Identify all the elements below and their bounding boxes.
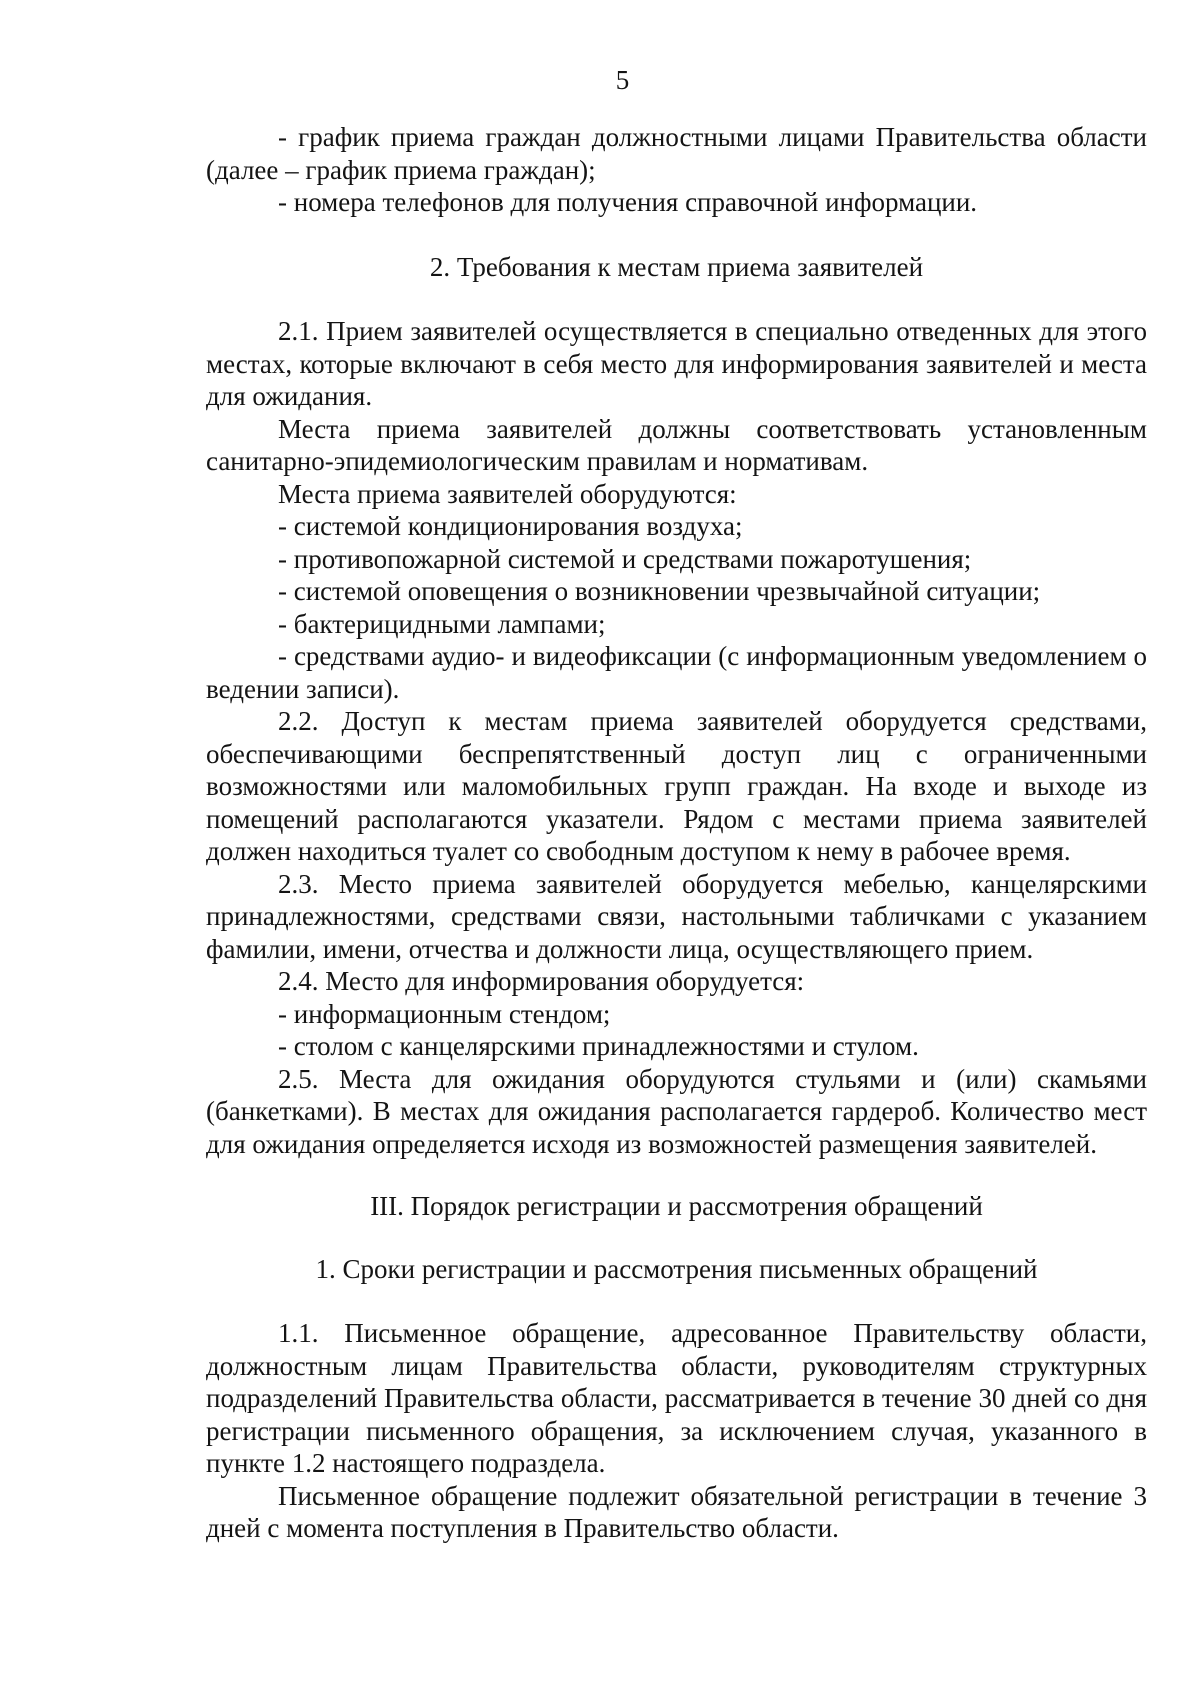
list-item-stand: - информационным стендом; (278, 998, 611, 1029)
paragraph-2-1: 2.1. Прием заявителей осуществляется в специально отведенных для этого местах, которые включают в себя место для информирования заявителей и места для ожидания. (206, 316, 1147, 411)
list-item-lamps: - бактерицидными лампами; (278, 608, 606, 639)
section-heading-2: 2. Требования к местам приема заявителей (429, 251, 924, 282)
section-heading-iii: III. Порядок регистрации и рассмотрения обращений (370, 1191, 983, 1221)
paragraph-2-3: 2.3. Место приема заявителей оборудуется мебелью, канцелярскими принадлежностями, средствами связи, настольными табличками с указанием фамилии, имени, отчества и должности лица, осуществляющего прием. (206, 868, 1147, 964)
paragraph-2-4: 2.4. Место для информирования оборудуется: (278, 966, 805, 996)
list-item-recording: - средствами аудио- и видеофиксации (с информационным уведомлением о ведении записи). (206, 641, 1147, 704)
paragraph-2-2: 2.2. Доступ к местам приема заявителей оборудуется средствами, обеспечивающими беспрепятственный доступ лиц с ограниченными возможностями или маломобильных групп граждан. На входе и выходе из помещений располагаются указатели. Рядом с местами приема заявителей должен находиться туалет со свободным доступом к нему в рабочее время. (206, 706, 1147, 866)
paragraph-phones-item: - номера телефонов для получения справочной информации. (278, 187, 978, 217)
subsection-heading-1: 1. Сроки регистрации и рассмотрения письменных обращений (315, 1253, 1038, 1284)
paragraph-requirements: Места приема заявителей должны соответствовать установленным санитарно-эпидемиологическим правилам и нормативам. (206, 413, 1147, 476)
list-item-air-conditioning: - системой кондиционирования воздуха; (278, 511, 743, 541)
paragraph-registration: Письменное обращение подлежит обязательной регистрации в течение 3 дней с момента поступления в Правительство области. (206, 1480, 1147, 1543)
paragraph-equipment-intro: Места приема заявителей оборудуются: (278, 478, 737, 509)
paragraph-2-5: 2.5. Места для ожидания оборудуются стульями и (или) скамьями (банкетками). В местах для ожидания располагается гардероб. Количество мест для ожидания определяется исходя из возможностей размещения заявителей. (206, 1063, 1147, 1159)
document-body (206, 121, 1147, 1545)
page-number: 5 (615, 65, 630, 95)
list-item-fire-safety: - противопожарной системой и средствами пожаротушения; (278, 543, 972, 574)
list-item-emergency-alert: - системой оповещения о возникновении чрезвычайной ситуации; (278, 576, 1041, 606)
list-item-table: - столом с канцелярскими принадлежностями и стулом. (278, 1031, 919, 1061)
paragraph-1-1: 1.1. Письменное обращение, адресованное Правительству области, должностным лицам Правительства области, руководителям структурных подразделений Правительства области, рассматривается в течение 30 дней со дня регистрации письменного обращения, за исключением случая, указанного в пункте 1.2 настоящего подраздела. (206, 1318, 1147, 1478)
paragraph-schedule-item: - график приема граждан должностными лицами Правительства области (далее – график приема граждан); (206, 122, 1147, 185)
